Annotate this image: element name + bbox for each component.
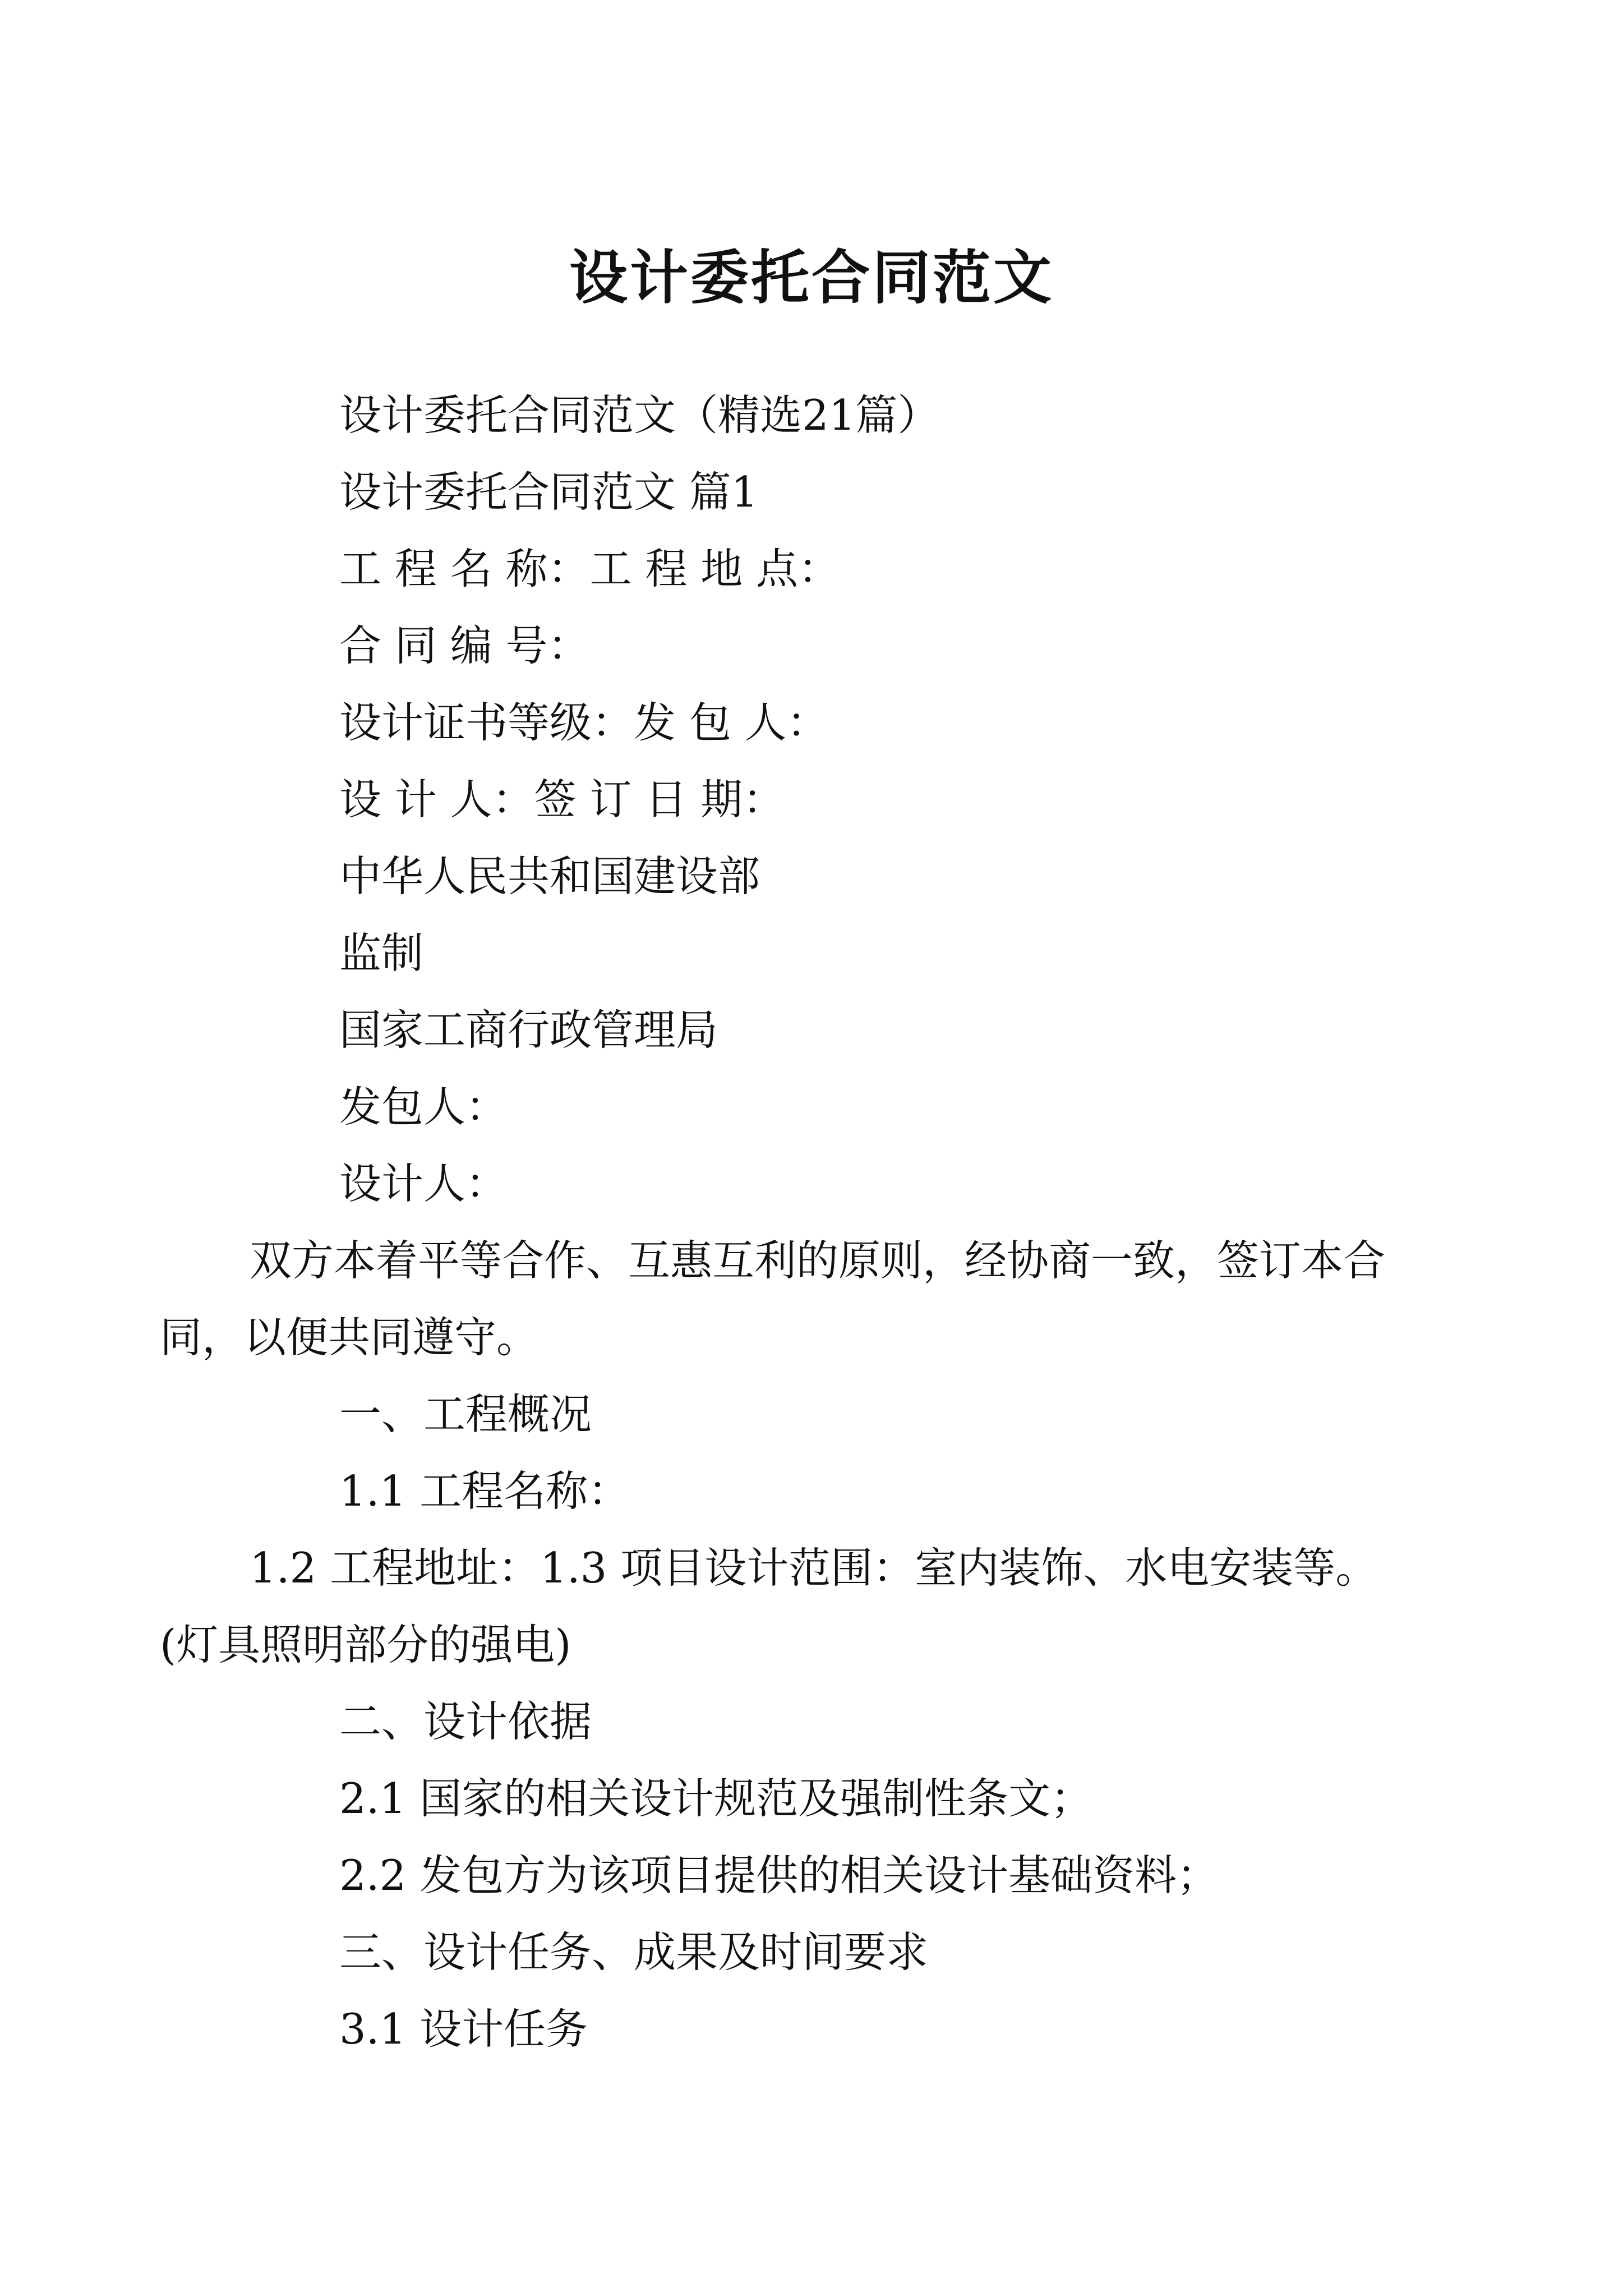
document-title: 设计委托合同范文 — [569, 242, 1054, 312]
heading-project-overview: 一、工程概况 — [339, 1389, 592, 1439]
issuer-administration: 国家工商行政管理局 — [339, 1005, 718, 1055]
paragraph-subtitle: 设计委托合同范文（精选21篇） — [339, 390, 940, 440]
field-certificate-level-client: 设计证书等级：发 包 人： — [339, 698, 829, 747]
clause-2-2: 2.2 发包方为该项目提供的相关设计基础资料； — [339, 1851, 1219, 1900]
field-contract-number: 合 同 编 号： — [339, 621, 590, 670]
clause-1-1: 1.1 工程名称： — [339, 1466, 630, 1516]
heading-design-basis: 二、设计依据 — [339, 1697, 592, 1746]
heading-design-tasks: 三、设计任务、成果及时间要求 — [339, 1927, 929, 1977]
clause-3-1: 3.1 设计任务 — [339, 2004, 588, 2054]
issuer-ministry: 中华人民共和国建设部 — [339, 852, 760, 901]
clause-1-2-1-3: 1.2 工程地址：1.3 项目设计范围：室内装饰、水电安装等。(灯具照明部分的强电) — [160, 1543, 1378, 1669]
field-project-name-location: 工 程 名 称：工 程 地 点： — [339, 544, 841, 593]
issuer-supervision: 监制 — [339, 928, 424, 978]
party-designer: 设计人： — [339, 1159, 508, 1208]
field-designer-signing-date: 设 计 人：签 订 日 期： — [339, 775, 785, 824]
paragraph-preamble: 双方本着平等合作、互惠互利的原则，经协商一致，签订本合同，以便共同遵守。 — [160, 1236, 1386, 1362]
clause-2-1: 2.1 国家的相关设计规范及强制性条文； — [339, 1774, 1093, 1823]
paragraph-section-heading: 设计委托合同范文 篇1 — [339, 467, 758, 517]
document-body — [160, 377, 1388, 2068]
party-client: 发包人： — [339, 1082, 508, 1131]
